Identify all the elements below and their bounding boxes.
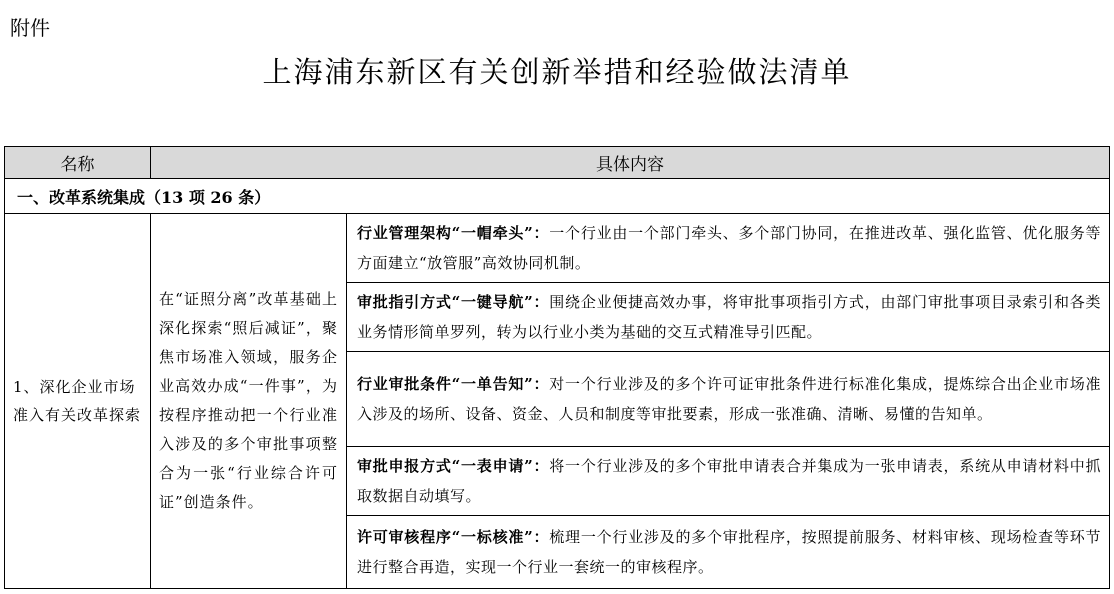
section-row (5, 179, 1110, 214)
detail-text: 将一个行业涉及的多个审批申请表合并集成为一张申请表，系统从申请材料中抓取数据自动填写。 (357, 457, 1101, 505)
detail-text: 围绕企业便捷高效办事，将审批事项指引方式，由部门审批事项目录索引和各类业务情形简单罗列，转为以行业小类为基础的交互式精准导引匹配。 (357, 293, 1101, 341)
detail-cell (347, 214, 1110, 283)
detail-cell (347, 516, 1110, 589)
item-summary: 在“证照分离”改革基础上深化探索“照后减证”，聚焦市场准入领域，服务企业高效办成“一件事”，为按程序推动把一个行业准入涉及的多个审批事项整合为一张“行业综合许可证”创造条件。 (151, 214, 347, 589)
attachment-label: 附件 (10, 16, 50, 40)
table-header-row (5, 147, 1110, 179)
item-name: 1、深化企业市场准入有关改革探索 (5, 214, 151, 589)
detail-cell (347, 283, 1110, 352)
document-title: 上海浦东新区有关创新举措和经验做法清单 (262, 55, 852, 89)
detail-heading: 审批申报方式“一表申请”： (357, 457, 550, 475)
detail-heading: 许可审核程序“一标核准”： (357, 528, 550, 546)
detail-cell (347, 447, 1110, 516)
detail-heading: 行业管理架构“一帽牵头”： (357, 224, 550, 242)
detail-heading: 审批指引方式“一键导航”： (357, 293, 550, 311)
detail-heading: 行业审批条件“一单告知”： (357, 375, 550, 393)
detail-text: 一个行业由一个部门牵头、多个部门协同，在推进改革、强化监管、优化服务等方面建立“放管服”高效协同机制。 (357, 224, 1101, 272)
header-content: 具体内容 (151, 147, 1110, 179)
detail-text: 梳理一个行业涉及的多个审批程序，按照提前服务、材料审核、现场检查等环节进行整合再造，实现一个行业一套统一的审核程序。 (357, 528, 1101, 576)
header-name: 名称 (5, 147, 151, 179)
detail-text: 对一个行业涉及的多个许可证审批条件进行标准化集成，提炼综合出企业市场准入涉及的场所、设备、资金、人员和制度等审批要素，形成一张准确、清晰、易懂的告知单。 (357, 375, 1101, 423)
section-title: 一、改革系统集成（13 项 26 条） (5, 179, 1110, 214)
detail-cell (347, 352, 1110, 447)
measures-table (4, 146, 1110, 589)
table-row (5, 214, 1110, 283)
